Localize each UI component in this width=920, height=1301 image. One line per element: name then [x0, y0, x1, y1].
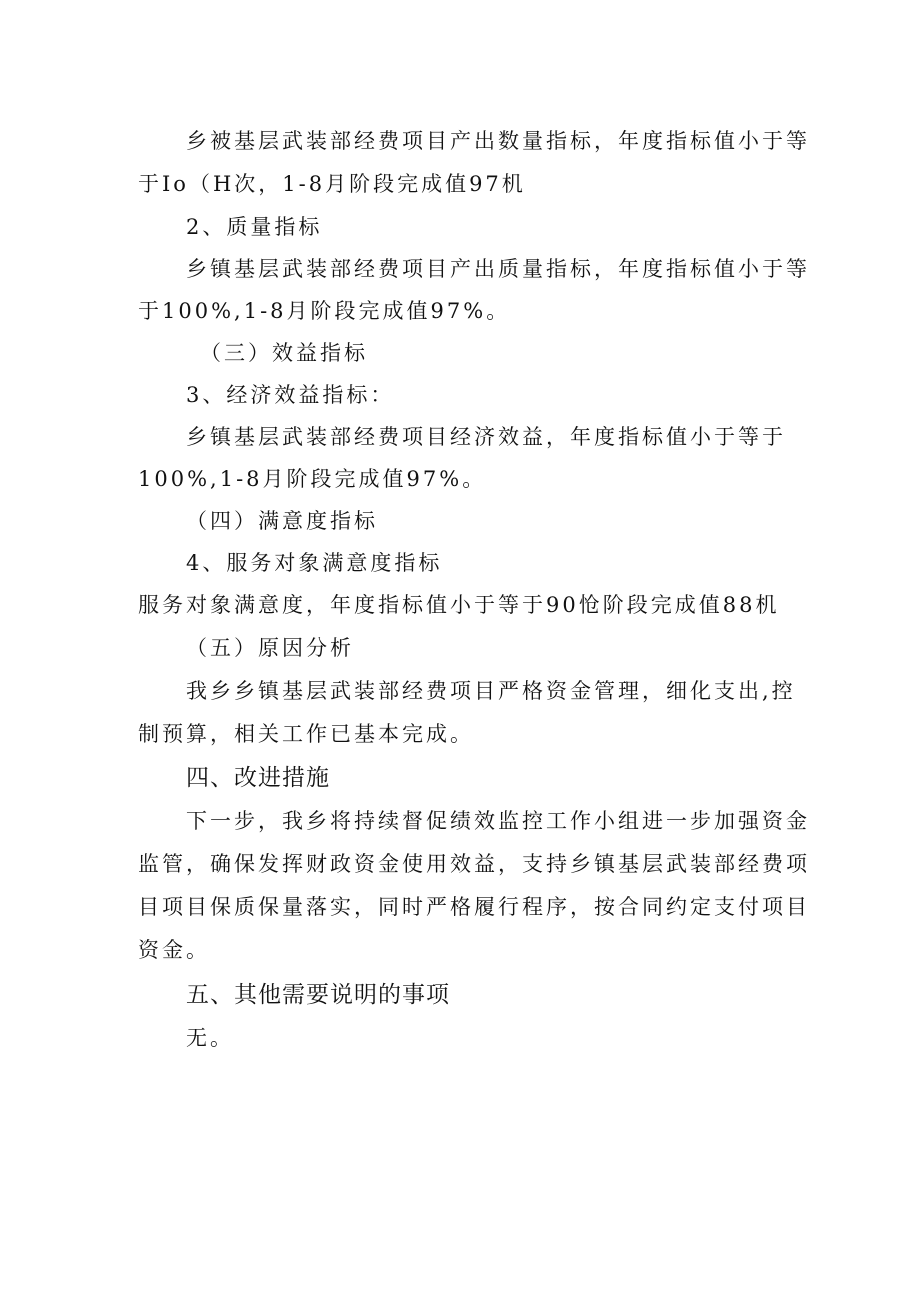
text-line: 下一步，我乡将持续督促绩效监控工作小组进一步加强资金: [186, 809, 810, 833]
text-line: 4、服务对象满意度指标: [186, 551, 443, 575]
text-line: 3、经济效益指标：: [186, 383, 395, 407]
heading-improvement-measures: 四、改进措施: [186, 765, 330, 791]
text-line: 服务对象满意度，年度指标值小于等于90怆阶段完成值88机: [138, 593, 780, 617]
text-line: 于Io（H次，1-8月阶段完成值97机: [138, 172, 526, 196]
text-line: 目项目保质保量落实，同时严格履行程序，按合同约定支付项目: [138, 895, 810, 919]
text-line: 乡被基层武装部经费项目产出数量指标，年度指标值小于等: [186, 129, 810, 153]
text-line: 制预算，相关工作已基本完成。: [138, 722, 474, 746]
text-line: 100%,1-8月阶段完成值97%。: [138, 467, 487, 491]
text-line: 乡镇基层武装部经费项目经济效益，年度指标值小于等于: [186, 425, 786, 449]
heading-other-matters: 五、其他需要说明的事项: [186, 982, 450, 1008]
text-line: 乡镇基层武装部经费项目产出质量指标，年度指标值小于等: [186, 257, 810, 281]
section-subheading: （三）效益指标: [200, 341, 368, 365]
text-line: 资金。: [138, 938, 210, 962]
text-line: 监管，确保发挥财政资金使用效益，支持乡镇基层武装部经费项: [138, 852, 810, 876]
section-subheading: （四）满意度指标: [186, 509, 378, 533]
text-line: 于100%,1-8月阶段完成值97%。: [138, 299, 511, 323]
text-line: 无。: [186, 1026, 234, 1050]
text-line: 2、质量指标: [186, 215, 323, 239]
section-subheading: （五）原因分析: [186, 636, 354, 660]
text-line: 我乡乡镇基层武装部经费项目严格资金管理，细化支出,控: [186, 679, 796, 703]
